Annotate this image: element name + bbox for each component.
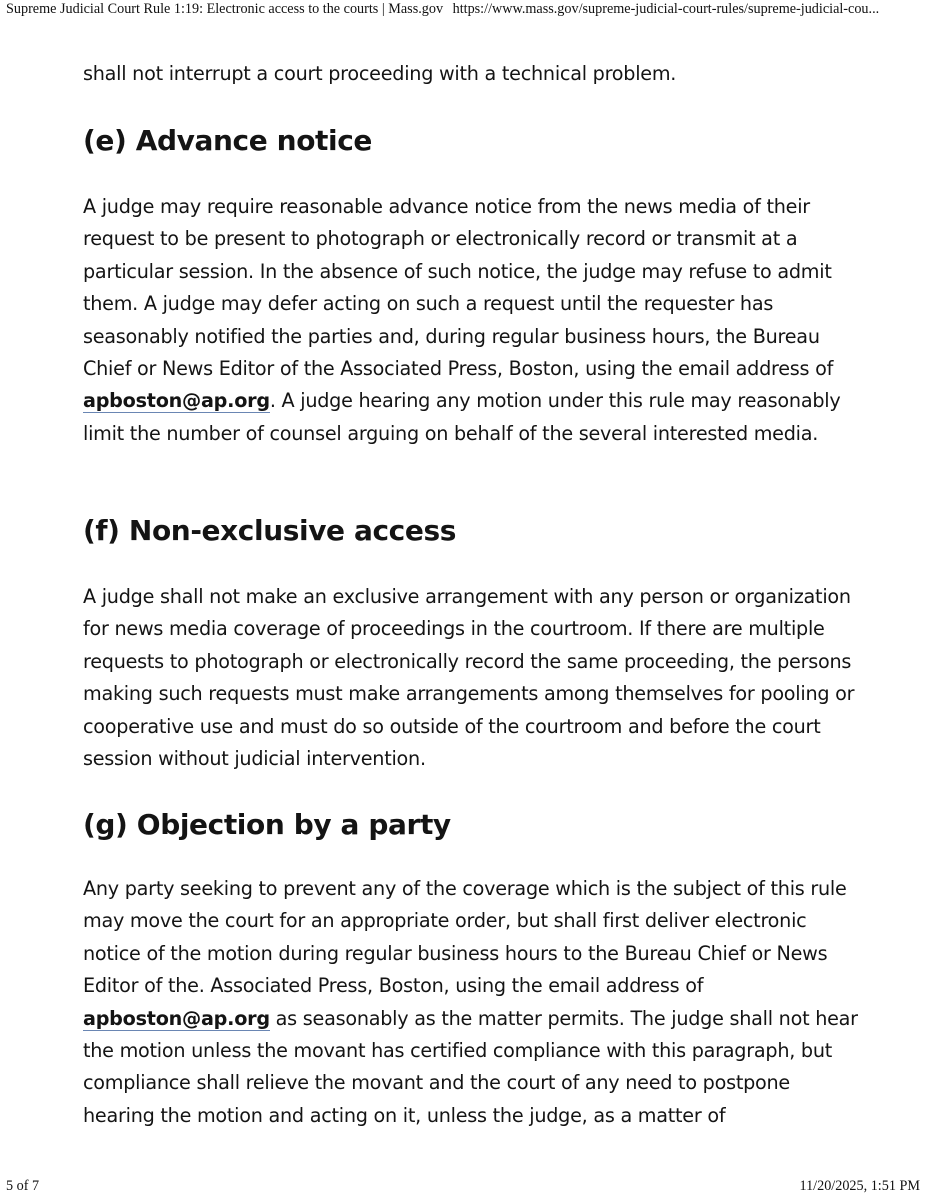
print-header-url: https://www.mass.gov/supreme-judicial-court-rules/supreme-judicial-cou... [452,1,880,17]
section-paragraph-advance-notice [83,191,863,450]
section-paragraph-non-exclusive-access: A judge shall not make an exclusive arrangement with any person or organization for news media coverage of proceedings in the courtroom. If there are multiple requests to photograph or electronically record the same proceeding, the persons making such requests must make arrangements among themselves for pooling or cooperative use and must do so outside of the courtroom and before the court session without judicial intervention. [83,585,855,771]
paragraph-text: . A judge hearing any motion under this rule may reasonably limit the number of counsel arguing on behalf of the several interested media. [83,389,841,445]
paragraph-text: as seasonably as the matter permits. The judge shall not hear the motion unless the movant has certified compliance with this paragraph, but compliance shall relieve the movant and the court of any need to postpone hearing the motion and acting on it, unless the judge, as a matter of [83,1006,858,1127]
paragraph-text: Any party seeking to prevent any of the coverage which is the subject of this rule may move the court for an appropriate order, but shall first deliver electronic notice of the motion during regular business hours to the Bureau Chief or News Editor of the. Associated Press, Boston, using the email address of [83,877,847,998]
section-heading-objection-by-party: (g) Objection by a party [83,808,451,841]
print-header [6,1,924,17]
section-heading-advance-notice: (e) Advance notice [83,124,373,157]
email-link-apboston[interactable]: apboston@ap.org [83,389,270,413]
intro-paragraph: shall not interrupt a court proceeding with a technical problem. [83,62,677,85]
email-link-apboston[interactable]: apboston@ap.org [83,1006,270,1030]
print-footer-page-number: 5 of 7 [6,1178,40,1194]
print-header-page-title: Supreme Judicial Court Rule 1:19: Electronic access to the courts | Mass.gov [6,1,444,17]
section-paragraph-objection-by-party [83,873,863,1132]
section-heading-non-exclusive-access: (f) Non-exclusive access [83,514,456,547]
paragraph-text: A judge may require reasonable advance notice from the news media of their request to be present to photograph or electronically record or transmit at a particular session. In the absence of such notice, the judge may refuse to admit them. A judge may defer acting on such a request until the requester has seasonably notified the parties and, during regular business hours, the Bureau Chief or News Editor of the Associated Press, Boston, using the email address of [83,195,834,381]
print-footer-datetime: 11/20/2025, 1:51 PM [799,1178,920,1194]
